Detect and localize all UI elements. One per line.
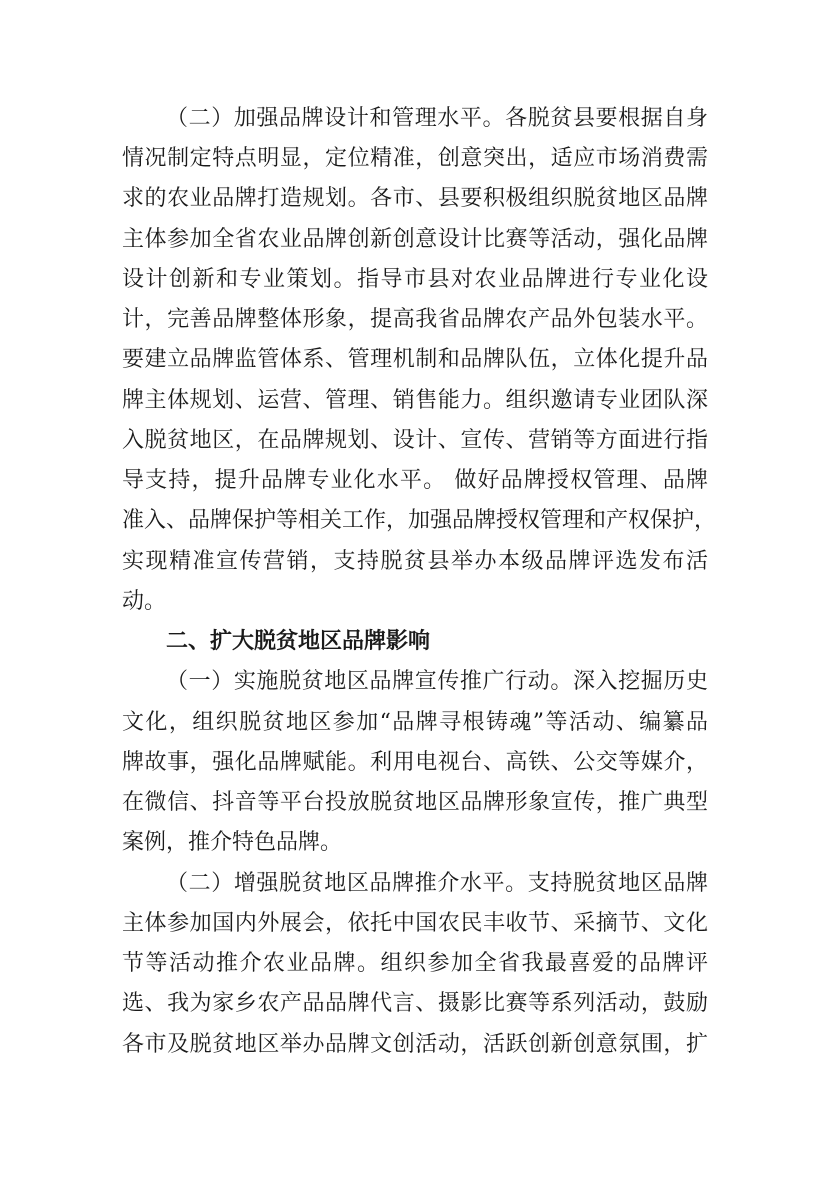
paragraph-line: 在微信、抖音等平台投放脱贫地区品牌形象宣传，推广典型 <box>122 790 708 815</box>
paragraph-line: 要建立品牌监管体系、管理机制和品牌队伍，立体化提升品 <box>122 347 708 372</box>
paragraph-line: 求的农业品牌打造规划。各市、县要积极组织脱贫地区品牌 <box>122 186 708 211</box>
paragraph-line: 计，完善品牌整体形象，提高我省品牌农产品外包装水平。 <box>122 307 708 332</box>
paragraph-line: （一）实施脱贫地区品牌宣传推广行动。深入挖掘历史 <box>166 669 708 694</box>
section-heading: 二、扩大脱贫地区品牌影响 <box>166 629 431 654</box>
paragraph-line: 导支持，提升品牌专业化水平。 做好品牌授权管理、品牌 <box>122 468 708 493</box>
paragraph-line: 实现精准宣传营销，支持脱贫县举办本级品牌评选发布活 <box>122 549 708 574</box>
paragraph-line: 节等活动推介农业品牌。组织参加全省我最喜爱的品牌评 <box>122 951 708 976</box>
paragraph-line: 情况制定特点明显，定位精准，创意突出，适应市场消费需 <box>122 146 708 171</box>
paragraph-line: 主体参加国内外展会，依托中国农民丰收节、采摘节、文化 <box>122 911 708 936</box>
paragraph-line: 入脱贫地区，在品牌规划、设计、宣传、营销等方面进行指 <box>122 428 708 453</box>
paragraph-line: （二）增强脱贫地区品牌推介水平。支持脱贫地区品牌 <box>166 871 708 896</box>
paragraph-line: 案例，推介特色品牌。 <box>122 830 343 855</box>
paragraph-line: 文化，组织脱贫地区参加“品牌寻根铸魂”等活动、编纂品 <box>122 710 708 735</box>
paragraph-line: 牌主体规划、运营、管理、销售能力。组织邀请专业团队深 <box>122 388 708 413</box>
paragraph-line: 设计创新和专业策划。指导市县对农业品牌进行专业化设 <box>122 267 708 292</box>
paragraph-line: 各市及脱贫地区举办品牌文创活动，活跃创新创意氛围，扩 <box>122 1032 708 1057</box>
paragraph-line: （二）加强品牌设计和管理水平。各脱贫县要根据自身 <box>166 106 708 131</box>
paragraph-line: 选、我为家乡农产品品牌代言、摄影比赛等系列活动，鼓励 <box>122 991 708 1016</box>
paragraph-line: 准入、品牌保护等相关工作，加强品牌授权管理和产权保护， <box>122 508 717 533</box>
paragraph-line: 动。 <box>122 589 167 614</box>
paragraph-line: 主体参加全省农业品牌创新创意设计比赛等活动，强化品牌 <box>122 227 708 252</box>
paragraph-line: 牌故事，强化品牌赋能。利用电视台、高铁、公交等媒介， <box>122 750 708 775</box>
